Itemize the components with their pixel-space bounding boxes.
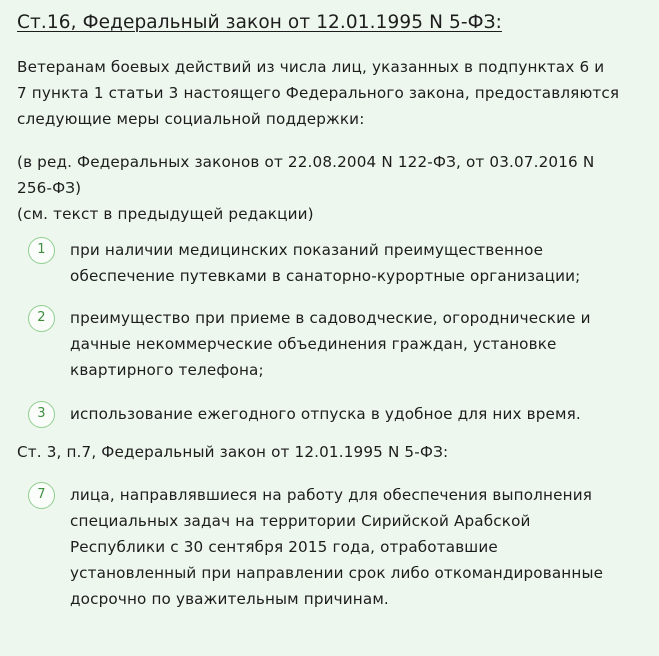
list-item bbox=[17, 305, 645, 383]
list-item bbox=[17, 482, 645, 612]
list-item bbox=[17, 237, 645, 289]
item-line: специальных задач на территории Сирийской Арабской bbox=[70, 512, 531, 530]
number-badge: 3 bbox=[28, 401, 55, 428]
item-line: дачные некоммерческие объединения граждан, установке bbox=[70, 335, 557, 353]
intro-paragraph bbox=[17, 54, 645, 132]
number-badge: 2 bbox=[28, 305, 55, 332]
item-line: установленный при направлении срок либо откомандированные bbox=[70, 564, 604, 582]
item-line: обеспечение путевками в санаторно-курортные организации; bbox=[70, 267, 581, 285]
item-line: использование ежегодного отпуска в удобное для них время. bbox=[70, 405, 581, 423]
intro-line: Ветеранам боевых действий из числа лиц, указанных в подпунктах 6 и bbox=[17, 58, 605, 76]
second-reference: Ст. 3, п.7, Федеральный закон от 12.01.1995 N 5-ФЗ: bbox=[17, 443, 449, 461]
benefits-list bbox=[17, 237, 645, 427]
intro-line: 7 пункта 1 статьи 3 настоящего Федерального закона, предоставляются bbox=[17, 84, 620, 102]
article-heading[interactable]: Ст.16, Федеральный закон от 12.01.1995 N 5-ФЗ: bbox=[17, 12, 502, 33]
item-line: квартирного телефона; bbox=[70, 361, 264, 379]
item-line: преимущество при приеме в садоводческие, огороднические и bbox=[70, 309, 591, 327]
number-badge: 7 bbox=[28, 482, 55, 509]
list-item bbox=[17, 401, 645, 427]
intro-line: следующие меры социальной поддержки: bbox=[17, 110, 365, 128]
amendment-line: (в ред. Федеральных законов от 22.08.2004 N 122-ФЗ, от 03.07.2016 N bbox=[17, 153, 595, 171]
number-badge: 1 bbox=[28, 237, 55, 264]
item-line: досрочно по уважительным причинам. bbox=[70, 590, 389, 608]
item-line: Республики с 30 сентября 2015 года, отработавшие bbox=[70, 538, 498, 556]
item-line: при наличии медицинских показаний преимущественное bbox=[70, 241, 544, 259]
amendment-note bbox=[17, 149, 645, 201]
see-previous-edition: (см. текст в предыдущей редакции) bbox=[17, 205, 314, 223]
item-line: лица, направлявшиеся на работу для обеспечения выполнения bbox=[70, 486, 593, 504]
amendment-line: 256-ФЗ) bbox=[17, 179, 82, 197]
second-list bbox=[17, 482, 645, 612]
